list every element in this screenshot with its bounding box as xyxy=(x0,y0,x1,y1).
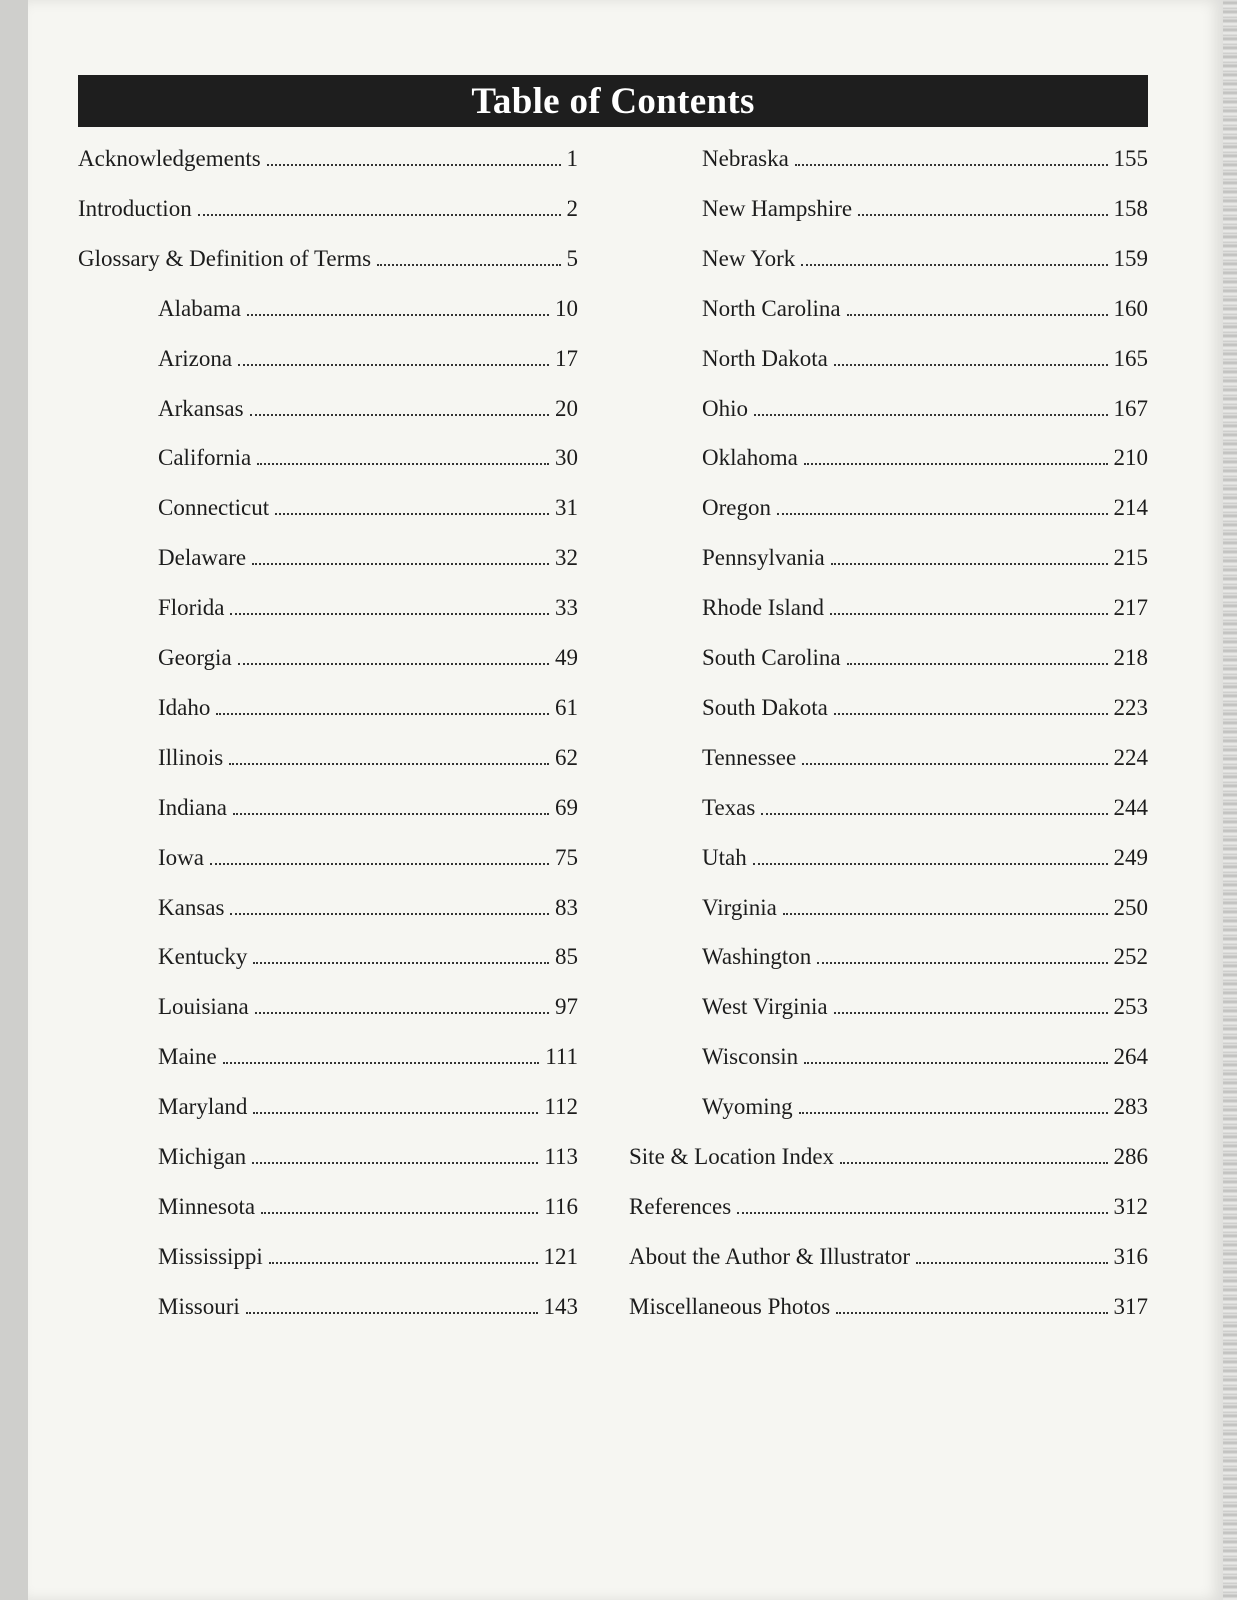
toc-entry-page-number: 20 xyxy=(555,395,578,421)
toc-entry-page-number: 283 xyxy=(1113,1094,1148,1120)
toc-entry-label: South Dakota xyxy=(702,694,828,720)
title-banner xyxy=(78,75,1148,127)
dot-leader xyxy=(269,1260,538,1264)
toc-entry-label: References xyxy=(629,1193,732,1219)
toc-entry xyxy=(78,146,578,180)
toc-entry-page-number: 85 xyxy=(555,944,578,970)
toc-entry xyxy=(702,695,1148,729)
dot-leader xyxy=(777,511,1108,515)
toc-entry xyxy=(158,994,578,1028)
dot-leader xyxy=(916,1260,1107,1264)
toc-entry-label: Kansas xyxy=(158,894,225,920)
dot-leader xyxy=(799,1110,1108,1114)
toc-entry-label: Miscellaneous Photos xyxy=(629,1293,831,1319)
toc-entry xyxy=(702,745,1148,779)
toc-entry xyxy=(158,1194,578,1228)
toc-entry-label: Kentucky xyxy=(158,944,248,970)
toc-entry-label: Michigan xyxy=(158,1144,247,1169)
toc-entry-label: New York xyxy=(702,245,796,271)
toc-entry-page-number: 143 xyxy=(543,1293,578,1319)
toc-entry-label: Site & Location Index xyxy=(629,1144,835,1169)
toc-entry-label: Alabama xyxy=(158,295,242,321)
toc-entry-label: Missouri xyxy=(158,1293,240,1319)
dot-leader xyxy=(802,761,1107,765)
toc-entry xyxy=(702,795,1148,829)
dot-leader xyxy=(831,561,1108,565)
toc-entry xyxy=(702,246,1148,280)
toc-entry-page-number: 217 xyxy=(1113,595,1148,621)
toc-entry-label: Arkansas xyxy=(158,395,244,421)
toc-entry-page-number: 252 xyxy=(1113,944,1148,970)
toc-entry xyxy=(702,944,1148,978)
page-stack-edge xyxy=(1223,0,1237,1600)
dot-leader xyxy=(253,960,549,964)
toc-entry xyxy=(158,895,578,929)
toc-entry xyxy=(158,745,578,779)
toc-entry-label: Glossary & Definition of Terms xyxy=(78,245,372,271)
toc-entry-page-number: 116 xyxy=(544,1193,578,1219)
toc-entry xyxy=(158,1294,578,1328)
dot-leader xyxy=(377,262,560,266)
toc-entry-page-number: 253 xyxy=(1113,994,1148,1020)
toc-entry-label: About the Author & Illustrator xyxy=(629,1243,911,1269)
dot-leader xyxy=(753,861,1108,865)
toc-entry-label: Mississippi xyxy=(158,1243,263,1269)
dot-leader xyxy=(257,461,549,465)
dot-leader xyxy=(255,1010,549,1014)
toc-entry-page-number: 160 xyxy=(1113,295,1148,321)
toc-entry xyxy=(702,445,1148,479)
toc-entry xyxy=(158,396,578,430)
toc-entry xyxy=(702,1044,1148,1078)
toc-entry-page-number: 30 xyxy=(555,445,578,471)
dot-leader xyxy=(230,611,549,615)
toc-entry xyxy=(158,545,578,579)
toc-entry-page-number: 49 xyxy=(555,645,578,670)
dot-leader xyxy=(238,661,549,665)
toc-entry-page-number: 2 xyxy=(566,195,578,221)
dot-leader xyxy=(754,412,1108,416)
dot-leader xyxy=(804,1060,1107,1064)
toc-entry-label: Wisconsin xyxy=(702,1044,799,1070)
toc-entry-label: North Carolina xyxy=(702,295,841,321)
toc-entry-page-number: 250 xyxy=(1113,894,1148,920)
toc-entry xyxy=(158,1094,578,1128)
toc-entry-label: Ohio xyxy=(702,395,748,421)
toc-entry xyxy=(702,994,1148,1028)
toc-entry-page-number: 316 xyxy=(1113,1243,1148,1269)
dot-leader xyxy=(246,1310,538,1314)
toc-entry-label: Florida xyxy=(158,595,225,621)
toc-entry-page-number: 218 xyxy=(1113,645,1148,670)
dot-leader xyxy=(858,212,1107,216)
toc-entry xyxy=(78,196,578,230)
toc-entry-page-number: 214 xyxy=(1113,495,1148,521)
toc-entry-label: Idaho xyxy=(158,694,211,720)
toc-entry-label: Louisiana xyxy=(158,994,249,1020)
toc-entry-page-number: 249 xyxy=(1113,844,1148,870)
toc-entry xyxy=(158,845,578,879)
toc-entry xyxy=(702,396,1148,430)
dot-leader xyxy=(223,1060,539,1064)
toc-entry-page-number: 61 xyxy=(555,694,578,720)
toc-entry-page-number: 317 xyxy=(1113,1293,1148,1319)
dot-leader xyxy=(737,1210,1107,1214)
dot-leader xyxy=(840,1160,1107,1164)
toc-entry-page-number: 223 xyxy=(1113,694,1148,720)
toc-entry xyxy=(158,296,578,330)
toc-entry xyxy=(629,1294,1148,1328)
toc-entry-label: Rhode Island xyxy=(702,595,825,621)
toc-entry-label: Illinois xyxy=(158,744,224,770)
toc-entry-label: Georgia xyxy=(158,645,232,670)
toc-entry xyxy=(158,1144,578,1178)
toc-entry-label: North Dakota xyxy=(702,345,828,371)
toc-entry-page-number: 1 xyxy=(566,146,578,171)
toc-entry-page-number: 158 xyxy=(1113,195,1148,221)
dot-leader xyxy=(267,162,561,166)
dot-leader xyxy=(761,811,1107,815)
dot-leader xyxy=(261,1210,538,1214)
toc-entry-page-number: 112 xyxy=(544,1094,578,1120)
toc-entry-label: Iowa xyxy=(158,844,204,870)
dot-leader xyxy=(804,461,1108,465)
toc-entry-page-number: 264 xyxy=(1113,1044,1148,1070)
dot-leader xyxy=(834,362,1108,366)
toc-entry xyxy=(158,595,578,629)
dot-leader xyxy=(216,711,549,715)
dot-leader xyxy=(238,362,549,366)
toc-entry-page-number: 31 xyxy=(555,495,578,521)
toc-entry-label: Wyoming xyxy=(702,1094,793,1120)
toc-entry-label: West Virginia xyxy=(702,994,828,1020)
toc-entry xyxy=(702,1094,1148,1128)
dot-leader xyxy=(275,511,549,515)
toc-entry-page-number: 159 xyxy=(1113,245,1148,271)
toc-entry-label: Washington xyxy=(702,944,812,970)
toc-entry xyxy=(702,196,1148,230)
toc-entry-page-number: 215 xyxy=(1113,545,1148,571)
toc-entry-page-number: 83 xyxy=(555,894,578,920)
toc-entry-label: Introduction xyxy=(78,195,192,221)
toc-entry-label: California xyxy=(158,445,252,471)
dot-leader xyxy=(817,960,1107,964)
dot-leader xyxy=(836,1310,1107,1314)
dot-leader xyxy=(847,312,1108,316)
dot-leader xyxy=(847,661,1108,665)
toc-entry xyxy=(629,1194,1148,1228)
toc-entry xyxy=(702,845,1148,879)
dot-leader xyxy=(229,761,549,765)
book-page xyxy=(28,0,1223,1600)
toc-entry-label: Maine xyxy=(158,1044,217,1070)
toc-entry-page-number: 244 xyxy=(1113,794,1148,820)
toc-entry xyxy=(158,1044,578,1078)
toc-entry xyxy=(702,146,1148,180)
dot-leader xyxy=(198,212,561,216)
toc-entry xyxy=(702,595,1148,629)
toc-entry-page-number: 17 xyxy=(555,345,578,371)
toc-entry xyxy=(629,1144,1148,1178)
dot-leader xyxy=(830,611,1107,615)
toc-entry xyxy=(158,695,578,729)
toc-entry-label: Minnesota xyxy=(158,1193,256,1219)
dot-leader xyxy=(795,162,1108,166)
dot-leader xyxy=(233,811,549,815)
toc-entry-page-number: 62 xyxy=(555,744,578,770)
toc-entry-page-number: 155 xyxy=(1113,146,1148,171)
toc-entry xyxy=(158,495,578,529)
toc-entry-page-number: 167 xyxy=(1113,395,1148,421)
toc-entry xyxy=(702,545,1148,579)
toc-entry xyxy=(702,895,1148,929)
dot-leader xyxy=(252,561,549,565)
toc-entry xyxy=(158,795,578,829)
dot-leader xyxy=(252,1160,538,1164)
toc-entry-page-number: 69 xyxy=(555,794,578,820)
dot-leader xyxy=(210,861,549,865)
toc-entry-page-number: 210 xyxy=(1113,445,1148,471)
dot-leader xyxy=(247,312,549,316)
dot-leader xyxy=(834,711,1108,715)
page-title: Table of Contents xyxy=(471,80,755,122)
dot-leader xyxy=(801,262,1107,266)
toc-entry-page-number: 33 xyxy=(555,595,578,621)
dot-leader xyxy=(230,911,549,915)
toc-entry-label: South Carolina xyxy=(702,645,841,670)
toc-entry xyxy=(158,1244,578,1278)
toc-entry xyxy=(158,645,578,679)
dot-leader xyxy=(253,1110,538,1114)
toc-entry-label: Indiana xyxy=(158,794,227,820)
toc-entry xyxy=(702,346,1148,380)
toc-entry-page-number: 165 xyxy=(1113,345,1148,371)
toc-entry-label: Texas xyxy=(702,794,756,820)
toc-entry-page-number: 97 xyxy=(555,994,578,1020)
toc-entry-label: Acknowledgements xyxy=(78,146,261,171)
toc-entry-label: Delaware xyxy=(158,545,247,571)
toc-entry-page-number: 113 xyxy=(544,1144,578,1169)
toc-entry-page-number: 75 xyxy=(555,844,578,870)
toc-entry-label: Oregon xyxy=(702,495,771,521)
dot-leader xyxy=(783,911,1108,915)
toc-entry-label: Connecticut xyxy=(158,495,270,521)
toc-entry xyxy=(158,944,578,978)
toc-entry xyxy=(702,495,1148,529)
toc-entry-page-number: 286 xyxy=(1113,1144,1148,1169)
toc-entry-page-number: 121 xyxy=(543,1243,578,1269)
toc-entry-page-number: 32 xyxy=(555,545,578,571)
toc-entry-label: Tennessee xyxy=(702,744,797,770)
toc-entry xyxy=(702,296,1148,330)
dot-leader xyxy=(250,412,549,416)
toc-entry-label: Maryland xyxy=(158,1094,248,1120)
toc-entry-label: New Hampshire xyxy=(702,195,853,221)
toc-entry-label: Oklahoma xyxy=(702,445,798,471)
toc-entry-page-number: 5 xyxy=(566,245,578,271)
toc-entry-label: Pennsylvania xyxy=(702,545,825,571)
background-surface xyxy=(0,0,28,1600)
toc-entry xyxy=(78,246,578,280)
toc-entry xyxy=(158,445,578,479)
toc-entry-page-number: 111 xyxy=(545,1044,578,1070)
toc-entry-label: Arizona xyxy=(158,345,233,371)
toc-entry-page-number: 10 xyxy=(555,295,578,321)
toc-entry-page-number: 312 xyxy=(1113,1193,1148,1219)
toc-entry xyxy=(629,1244,1148,1278)
toc-entry-label: Virginia xyxy=(702,894,777,920)
dot-leader xyxy=(834,1010,1108,1014)
toc-entry-page-number: 224 xyxy=(1113,744,1148,770)
toc-entry-label: Nebraska xyxy=(702,146,789,171)
toc-entry xyxy=(158,346,578,380)
toc-entry-label: Utah xyxy=(702,844,747,870)
toc-entry xyxy=(702,645,1148,679)
